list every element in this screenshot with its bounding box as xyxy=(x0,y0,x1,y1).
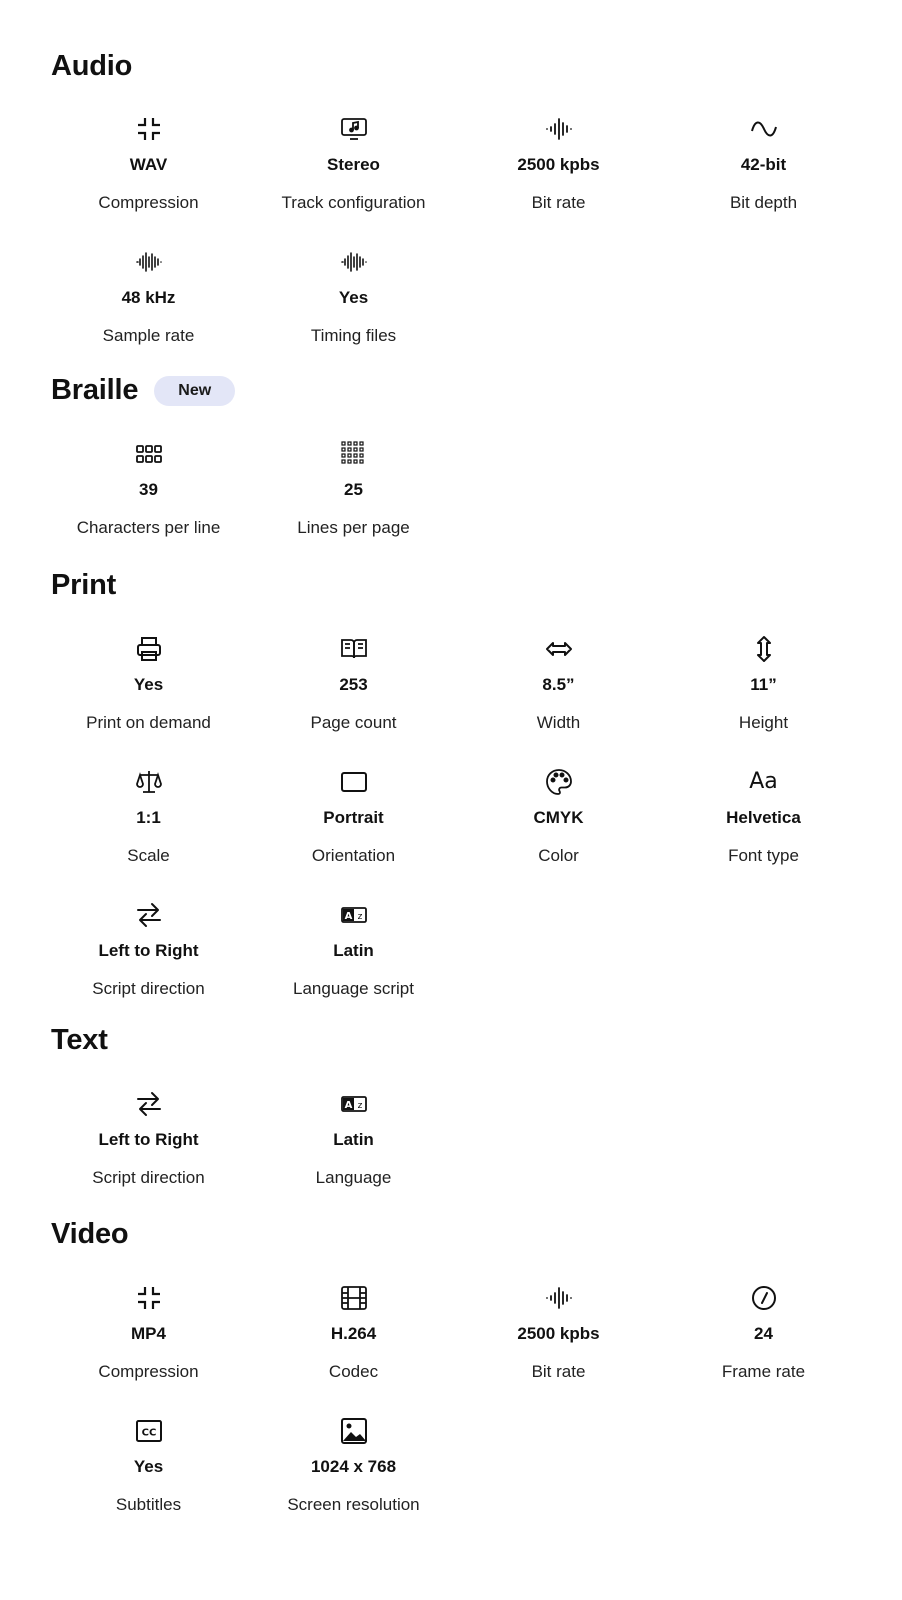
translate-icon xyxy=(340,901,368,929)
section-title-braille xyxy=(51,374,235,407)
print-grid xyxy=(46,635,866,1034)
video-item xyxy=(46,1417,251,1550)
item-label: Print on demand xyxy=(86,713,211,732)
item-label: Frame rate xyxy=(721,1362,806,1381)
item-label: Width xyxy=(536,713,581,732)
waveform-icon xyxy=(545,115,573,143)
waveform-icon xyxy=(545,1284,573,1312)
item-value: 48 kHz xyxy=(121,288,176,307)
print-item xyxy=(46,768,251,901)
item-label: Bit depth xyxy=(729,193,798,212)
print-item xyxy=(661,635,866,768)
item-label: Bit rate xyxy=(531,193,586,212)
print-item xyxy=(251,901,456,1034)
svg-text:CC: CC xyxy=(141,1427,156,1439)
item-value: MP4 xyxy=(131,1324,166,1343)
translate-icon xyxy=(340,1090,368,1118)
item-value: Yes xyxy=(133,675,164,694)
audio-grid xyxy=(46,115,866,381)
item-value: 1024 x 768 xyxy=(310,1457,397,1476)
gauge-icon xyxy=(750,1284,778,1312)
item-value: CMYK xyxy=(533,808,584,827)
rectangle-icon xyxy=(340,768,368,796)
svg-text:z: z xyxy=(357,912,362,922)
svg-text:A: A xyxy=(344,1100,352,1111)
item-value: 2500 kpbs xyxy=(517,155,600,174)
printer-icon xyxy=(135,635,163,663)
item-label: Compression xyxy=(98,1362,199,1381)
audio-wave-icon xyxy=(340,248,368,276)
video-item xyxy=(251,1284,456,1417)
item-label: Language xyxy=(315,1168,392,1187)
scale-icon xyxy=(135,768,163,796)
svg-text:z: z xyxy=(357,1101,362,1111)
video-item xyxy=(46,1284,251,1417)
item-value: Latin xyxy=(333,941,374,960)
print-title: Print xyxy=(51,569,117,601)
section-title-text xyxy=(51,1024,108,1057)
audio-item xyxy=(456,115,661,248)
item-label: Track configuration xyxy=(281,193,426,212)
item-label: Bit rate xyxy=(531,1362,586,1381)
item-value: 11” xyxy=(750,675,777,694)
video-title: Video xyxy=(51,1218,129,1250)
item-value: Stereo xyxy=(327,155,380,174)
audio-item xyxy=(46,248,251,381)
item-label: Language script xyxy=(293,979,414,998)
item-label: Characters per line xyxy=(76,518,221,537)
music-monitor-icon xyxy=(340,115,368,143)
font-icon: Aa xyxy=(749,769,778,794)
item-label: Script direction xyxy=(92,979,205,998)
audio-item xyxy=(251,248,456,381)
print-item xyxy=(251,768,456,901)
section-title-audio xyxy=(51,50,132,83)
item-value: 39 xyxy=(139,480,158,499)
section-title-video xyxy=(51,1218,128,1251)
item-value: Latin xyxy=(333,1130,374,1149)
braille-cell-icon xyxy=(135,440,163,468)
image-icon xyxy=(340,1417,368,1445)
audio-item xyxy=(251,115,456,248)
item-value: WAV xyxy=(129,155,168,174)
video-grid xyxy=(46,1284,866,1550)
item-value: Left to Right xyxy=(98,941,199,960)
item-value: 24 xyxy=(754,1324,773,1343)
item-label: Scale xyxy=(127,846,170,865)
text-item xyxy=(46,1090,251,1223)
item-label: Color xyxy=(538,846,579,865)
braille-title: Braille xyxy=(51,374,139,406)
compress-icon xyxy=(135,1284,163,1312)
braille-item xyxy=(251,440,456,573)
text-grid xyxy=(46,1090,866,1223)
compress-icon xyxy=(135,115,163,143)
print-item xyxy=(661,768,866,901)
item-label: Compression xyxy=(98,193,199,212)
item-label: Timing files xyxy=(310,326,397,345)
video-item xyxy=(661,1284,866,1417)
item-label: Codec xyxy=(328,1362,379,1381)
closed-caption-icon xyxy=(135,1417,163,1445)
item-label: Script direction xyxy=(92,1168,205,1187)
text-item xyxy=(251,1090,456,1223)
item-value: 25 xyxy=(344,480,363,499)
palette-icon xyxy=(545,768,573,796)
item-value: 2500 kpbs xyxy=(517,1324,600,1343)
audio-item xyxy=(46,115,251,248)
item-value: Left to Right xyxy=(98,1130,199,1149)
item-label: Lines per page xyxy=(297,518,410,537)
horizontal-arrows-icon xyxy=(545,635,573,663)
audio-title: Audio xyxy=(51,50,133,82)
audio-item xyxy=(661,115,866,248)
print-item xyxy=(46,635,251,768)
item-value: H.264 xyxy=(330,1324,377,1343)
book-icon xyxy=(340,635,368,663)
item-value: Yes xyxy=(338,288,369,307)
item-label: Font type xyxy=(728,846,799,865)
print-item xyxy=(456,768,661,901)
film-icon xyxy=(340,1284,368,1312)
video-item xyxy=(251,1417,456,1550)
item-label: Sample rate xyxy=(102,326,195,345)
item-value: 1:1 xyxy=(136,808,161,827)
swap-arrows-icon xyxy=(135,1090,163,1118)
item-label: Page count xyxy=(310,713,397,732)
item-value: Yes xyxy=(133,1457,164,1476)
item-value: Portrait xyxy=(323,808,384,827)
item-label: Orientation xyxy=(311,846,396,865)
sine-wave-icon xyxy=(750,115,778,143)
item-value: 253 xyxy=(339,675,368,694)
braille-grid xyxy=(46,440,866,573)
braille-grid-icon xyxy=(340,440,368,468)
section-title-print xyxy=(51,569,116,602)
text-title: Text xyxy=(51,1024,108,1056)
audio-wave-icon xyxy=(135,248,163,276)
svg-text:A: A xyxy=(344,911,352,922)
braille-item xyxy=(46,440,251,573)
item-label: Screen resolution xyxy=(287,1495,420,1514)
new-badge: New xyxy=(154,376,235,406)
print-item xyxy=(251,635,456,768)
item-value: 8.5” xyxy=(542,675,575,694)
item-label: Height xyxy=(738,713,789,732)
item-value: Helvetica xyxy=(726,808,801,827)
vertical-arrows-icon xyxy=(750,635,778,663)
print-item xyxy=(456,635,661,768)
video-item xyxy=(456,1284,661,1417)
item-label: Subtitles xyxy=(115,1495,182,1514)
item-value: 42-bit xyxy=(740,155,787,174)
print-item xyxy=(46,901,251,1034)
swap-arrows-icon xyxy=(135,901,163,929)
